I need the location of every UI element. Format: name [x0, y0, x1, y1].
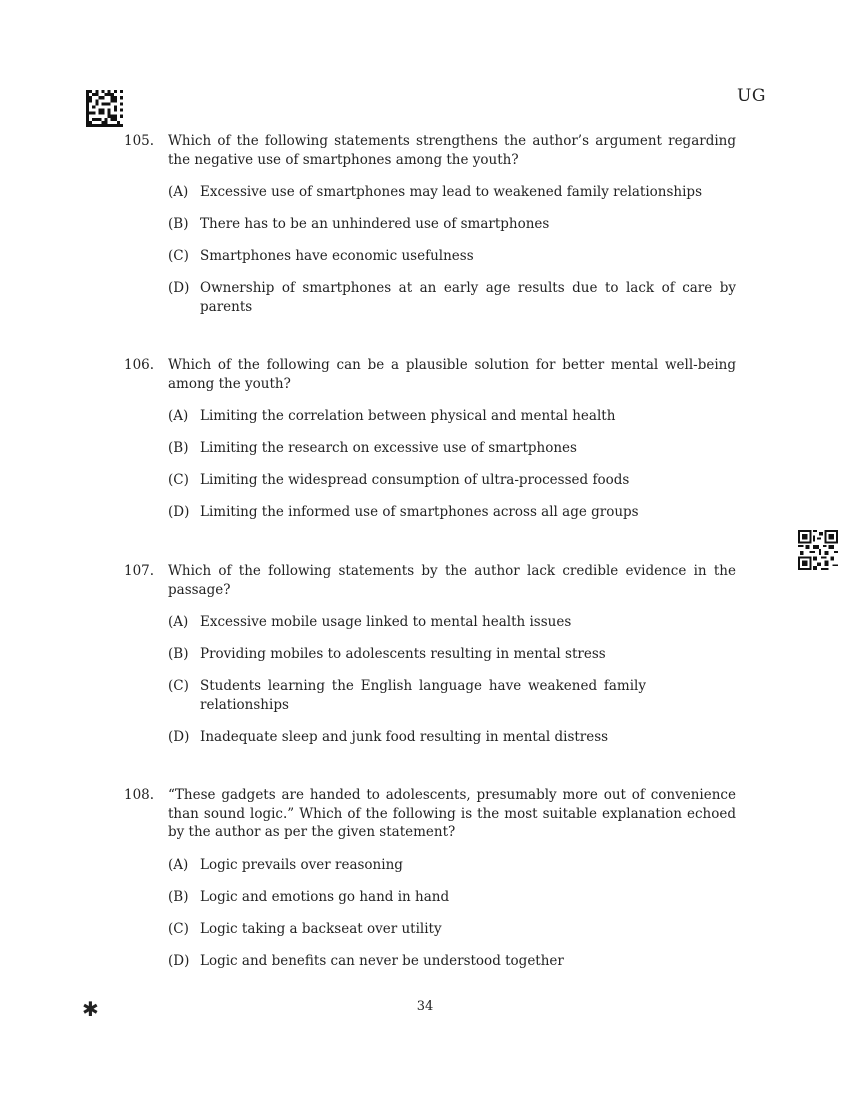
option-label: (B) — [168, 216, 189, 232]
option-label: (C) — [168, 472, 189, 488]
option-list — [168, 613, 736, 746]
option-text: Limiting the correlation between physical and mental health — [200, 408, 616, 424]
option-c — [168, 247, 736, 266]
option-label: (D) — [168, 504, 190, 520]
option-label: (B) — [168, 888, 189, 905]
paper-code: UG — [737, 86, 766, 106]
option-text: Logic taking a backseat over utility — [200, 920, 442, 937]
option-label: (C) — [168, 248, 189, 264]
page-number: 34 — [416, 999, 434, 1014]
option-c — [168, 471, 736, 490]
option-label: (B) — [168, 646, 189, 662]
option-a — [168, 183, 736, 202]
question-number: 106. — [124, 357, 155, 373]
qr-code-icon — [798, 530, 838, 570]
option-text: Smartphones have economic usefulness — [200, 248, 474, 264]
question-number: 107. — [124, 563, 155, 579]
option-label: (A) — [168, 184, 189, 200]
option-label: (D) — [168, 728, 190, 745]
option-d — [168, 728, 736, 747]
question-108 — [124, 786, 736, 984]
option-text: Students learning the English language have weakened family relationships — [200, 678, 646, 713]
option-text: Excessive use of smartphones may lead to weakened family relationships — [200, 184, 703, 200]
option-a — [168, 613, 736, 632]
option-b — [168, 645, 736, 664]
option-text: Logic and emotions go hand in hand — [200, 888, 450, 905]
question-105 — [124, 132, 736, 330]
option-a — [168, 856, 736, 875]
option-text: Logic and benefits can never be understood together — [200, 952, 564, 969]
option-label: (C) — [168, 920, 189, 937]
option-c — [168, 920, 736, 939]
option-d — [168, 952, 736, 971]
question-number: 105. — [124, 133, 155, 149]
option-text: There has to be an unhindered use of smartphones — [200, 216, 550, 232]
option-d — [168, 503, 736, 522]
option-label: (A) — [168, 408, 189, 424]
option-text: Ownership of smartphones at an early age results due to lack of care by parents — [200, 280, 736, 315]
option-label: (A) — [168, 614, 189, 630]
option-text: Limiting the informed use of smartphones across all age groups — [200, 504, 639, 520]
option-label: (B) — [168, 440, 189, 456]
option-b — [168, 215, 736, 234]
option-b — [168, 888, 736, 907]
option-text: Inadequate sleep and junk food resulting in mental distress — [200, 728, 609, 745]
option-list — [168, 183, 736, 316]
question-106 — [124, 356, 736, 535]
option-text: Limiting the research on excessive use of smartphones — [200, 440, 577, 456]
question-text: Which of the following can be a plausible solution for better mental well-being among the youth? — [168, 357, 736, 392]
option-text: Providing mobiles to adolescents resulting in mental stress — [200, 646, 606, 662]
option-text: Logic prevails over reasoning — [200, 856, 403, 873]
question-number: 108. — [124, 787, 155, 803]
question-text: Which of the following statements by the author lack credible evidence in the passage? — [168, 563, 736, 598]
option-list — [168, 856, 736, 971]
footer-star-icon: ✱ — [82, 997, 99, 1021]
datamatrix-code-icon — [86, 90, 123, 127]
option-text: Limiting the widespread consumption of ultra-processed foods — [200, 472, 630, 488]
option-text: Excessive mobile usage linked to mental health issues — [200, 614, 572, 630]
question-text: “These gadgets are handed to adolescents, presumably more out of convenience than sound logic.” Which of the following is the most suitable explanation echoed by the author as per the given statement? — [168, 787, 736, 840]
option-b — [168, 439, 736, 458]
question-text: Which of the following statements strengthens the author’s argument regarding the negative use of smartphones among the youth? — [168, 133, 736, 168]
option-list — [168, 407, 736, 522]
question-107 — [124, 562, 736, 760]
option-d — [168, 279, 736, 316]
option-label: (D) — [168, 952, 190, 969]
option-c — [168, 677, 736, 714]
option-label: (C) — [168, 678, 189, 694]
option-label: (A) — [168, 856, 189, 873]
option-label: (D) — [168, 280, 190, 296]
option-a — [168, 407, 736, 426]
